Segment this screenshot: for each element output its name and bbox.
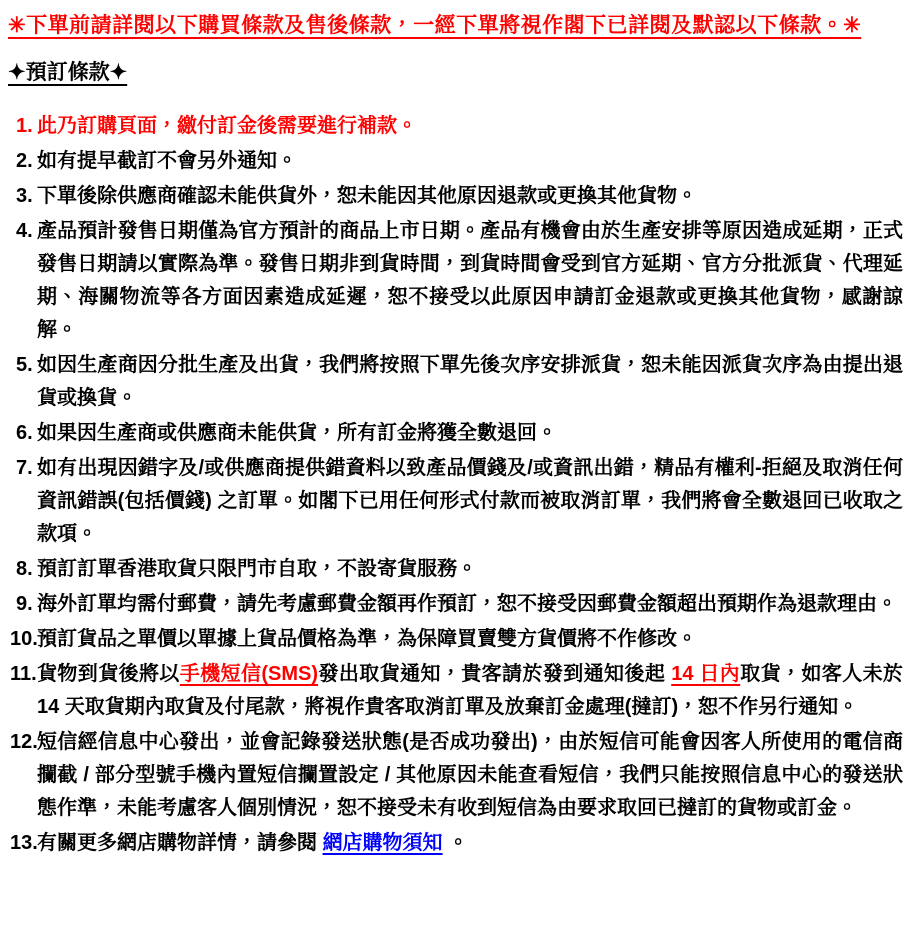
store-shopping-notice-link[interactable]: 網店購物須知 <box>322 832 443 854</box>
term-text: 如有提早截訂不會另外通知。 <box>37 150 297 172</box>
sms-notice-highlight: 手機短信(SMS) <box>179 663 319 685</box>
term-item-6 <box>8 417 905 450</box>
term-number: 7. <box>16 457 33 479</box>
preorder-terms-title: ✦預訂條款✦ <box>8 61 128 84</box>
term-text-pre: 有關更多網店購物詳情，請參閱 <box>37 832 323 854</box>
term-text: 此乃訂購頁面，繳付訂金後需要進行補款。 <box>37 115 417 137</box>
term-item-3 <box>8 180 905 213</box>
term-number: 3. <box>16 185 33 207</box>
term-item-5 <box>8 349 905 415</box>
term-number: 11. <box>10 663 37 685</box>
term-item-4 <box>8 215 905 347</box>
term-number: 2. <box>16 150 33 172</box>
term-number: 1. <box>16 115 33 137</box>
term-number: 13. <box>10 832 38 854</box>
term-item-13 <box>8 827 905 860</box>
term-number: 6. <box>16 422 33 444</box>
preorder-terms-list <box>8 110 905 860</box>
term-text: 下單後除供應商確認未能供貨外，恕未能因其他原因退款或更換其他貨物。 <box>37 185 697 207</box>
term-number: 4. <box>16 220 33 242</box>
term-text: 如果因生產商或供應商未能供貨，所有訂金將獲全數退回。 <box>37 422 557 444</box>
term-item-2 <box>8 145 905 178</box>
term-item-11 <box>8 658 905 724</box>
term-number: 12. <box>10 731 38 753</box>
term-item-12 <box>8 726 905 825</box>
term-item-10 <box>8 623 905 656</box>
section-title-wrap <box>8 60 905 110</box>
term-text: 如有出現因錯字及/或供應商提供錯資料以致產品價錢及/或資訊出錯，精品有權利-拒絕及取消任何資訊錯誤(包括價錢) 之訂單。如閣下已用任何形式付款而被取消訂單，我們將會全數退回已收取之款項。 <box>37 457 903 545</box>
term-text: 海外訂單均需付郵費，請先考慮郵費金額再作預訂，恕不接受因郵費金額超出預期作為退款理由。 <box>37 593 897 615</box>
term-text: 預訂貨品之單價以單據上貨品價格為準，為保障買賣雙方貨價將不作修改。 <box>37 628 697 650</box>
term-text-mid: 發出取貨通知，貴客請於發到通知後起 <box>318 663 672 685</box>
term-item-7 <box>8 452 905 551</box>
term-number: 10. <box>10 628 38 650</box>
term-item-9 <box>8 588 905 621</box>
term-item-8 <box>8 553 905 586</box>
term-text: 如因生產商因分批生產及出貨，我們將按照下單先後次序安排派貨，恕未能因派貨次序為由提出退貨或換貨。 <box>37 354 903 409</box>
term-text-post: 。 <box>442 832 469 854</box>
term-text: 產品預計發售日期僅為官方預計的商品上市日期。產品有機會由於生產安排等原因造成延期，正式發售日期請以實際為準。發售日期非到貨時間，到貨時間會受到官方延期、官方分批派貨、代理延期、海關物流等各方面因素造成延遲，恕不接受以此原因申請訂金退款或更換其他貨物，感謝諒解。 <box>37 220 903 341</box>
term-number: 9. <box>16 593 33 615</box>
term-number: 5. <box>16 354 33 376</box>
term-text-post: 取貨，如客人未於 14 天取貨期內取貨及付尾款，將視作貴客取消訂單及放棄訂金處理(撻訂)，恕不作另行通知。 <box>37 663 903 718</box>
term-text-pre: 貨物到貨後將以 <box>37 663 180 685</box>
term-text: 短信經信息中心發出，並會記錄發送狀態(是否成功發出)，由於短信可能會因客人所使用的電信商攔截 / 部分型號手機內置短信攔置設定 / 其他原因未能查看短信，我們只能按照信息中心的發送狀態作準，未能考慮客人個別情況，恕不接受未有收到短信為由要求取回已撻訂的貨物或訂金。 <box>37 731 903 819</box>
term-number: 8. <box>16 558 33 580</box>
pre-order-warning-banner: ✳下單前請詳閱以下購買條款及售後條款，一經下單將視作閣下已詳閱及默認以下條款。✳ <box>8 14 862 37</box>
pickup-deadline-highlight: 14 日內 <box>671 663 741 685</box>
term-text: 預訂訂單香港取貨只限門市自取，不設寄貨服務。 <box>37 558 477 580</box>
term-item-1 <box>8 110 905 143</box>
